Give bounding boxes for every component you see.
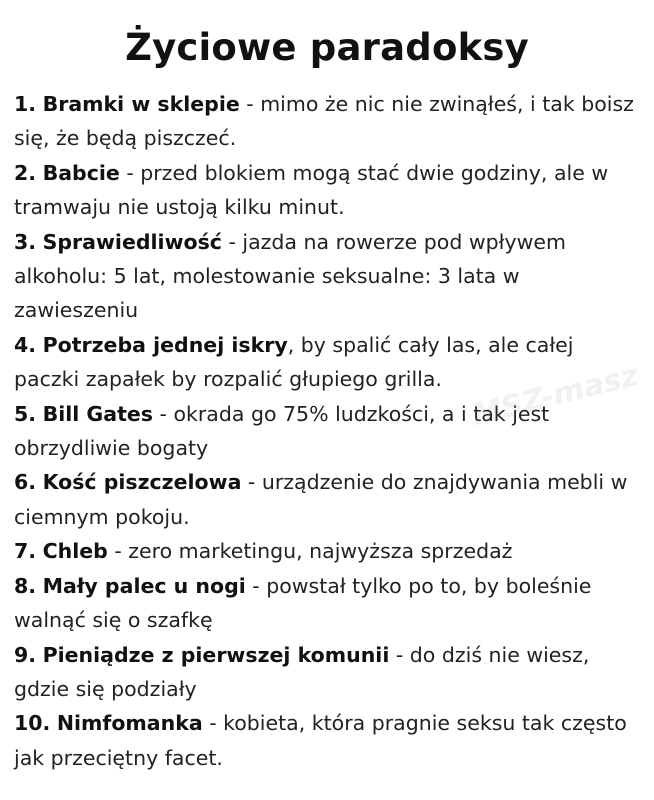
- item-term: Chleb: [42, 539, 108, 564]
- item-number: 3.: [14, 229, 37, 254]
- item-term: Potrzeba jednej iskry: [42, 332, 288, 357]
- item-description: - zero marketingu, najwyższa sprzedaż: [107, 539, 513, 564]
- item-number: 7.: [14, 539, 37, 564]
- list-item: [14, 87, 644, 156]
- item-number: 2.: [14, 160, 37, 185]
- item-number: 6.: [14, 470, 37, 495]
- item-term: Pieniądze z pierwszej komunii: [42, 642, 390, 667]
- item-term: Babcie: [42, 160, 120, 185]
- item-description: - jazda na rowerze pod wpływem alkoholu: 5 lat, molestowanie seksualne: 3 lata w zawieszeniu: [14, 229, 566, 323]
- list-item: [14, 225, 644, 328]
- page-title: Życiowe paradoksy: [125, 26, 529, 69]
- item-number: 9.: [14, 642, 37, 667]
- item-term: Mały palec u nogi: [42, 573, 246, 598]
- item-number: 4.: [14, 332, 37, 357]
- item-term: Sprawiedliwość: [42, 229, 222, 254]
- item-description: - mimo że nic nie zwinąłeś, i tak boisz się, że będą piszczeć.: [14, 92, 634, 151]
- item-description: - urządzenie do znajdywania mebli w ciemnym pokoju.: [14, 470, 628, 529]
- item-term: Bramki w sklepie: [42, 92, 240, 116]
- list-item: [14, 156, 644, 225]
- watermark: MSZ-masz: [468, 357, 643, 434]
- paradox-list: [14, 87, 644, 775]
- list-item: [14, 638, 644, 707]
- item-description: - do dziś nie wiesz, gdzie się podziały: [14, 642, 590, 701]
- item-term: Nimfomanka: [56, 711, 203, 736]
- item-description: , by spalić cały las, ale całej paczki zapałek by rozpalić głupiego grilla.: [14, 332, 574, 392]
- item-number: 10.: [14, 711, 51, 736]
- list-item: [14, 706, 644, 775]
- list-item: [14, 397, 644, 466]
- item-description: - okrada go 75% ludzkości, a i tak jest obrzydliwie bogaty: [14, 401, 550, 461]
- item-description: - przed blokiem mogą stać dwie godziny, ale w tramwaju nie ustoją kilku minut.: [14, 160, 609, 220]
- item-term: Bill Gates: [42, 401, 154, 426]
- item-number: 1.: [14, 92, 37, 116]
- item-term: Kość piszczelowa: [42, 470, 242, 495]
- list-item: [14, 569, 644, 638]
- list-item: [14, 465, 644, 534]
- item-number: 8.: [14, 573, 37, 598]
- item-description: - powstał tylko po to, by boleśnie walnąć się o szafkę: [14, 573, 592, 633]
- item-number: 5.: [14, 401, 37, 426]
- list-item: [14, 534, 644, 568]
- list-item: [14, 328, 644, 397]
- item-description: - kobieta, która pragnie seksu tak często jak przeciętny facet.: [14, 711, 627, 770]
